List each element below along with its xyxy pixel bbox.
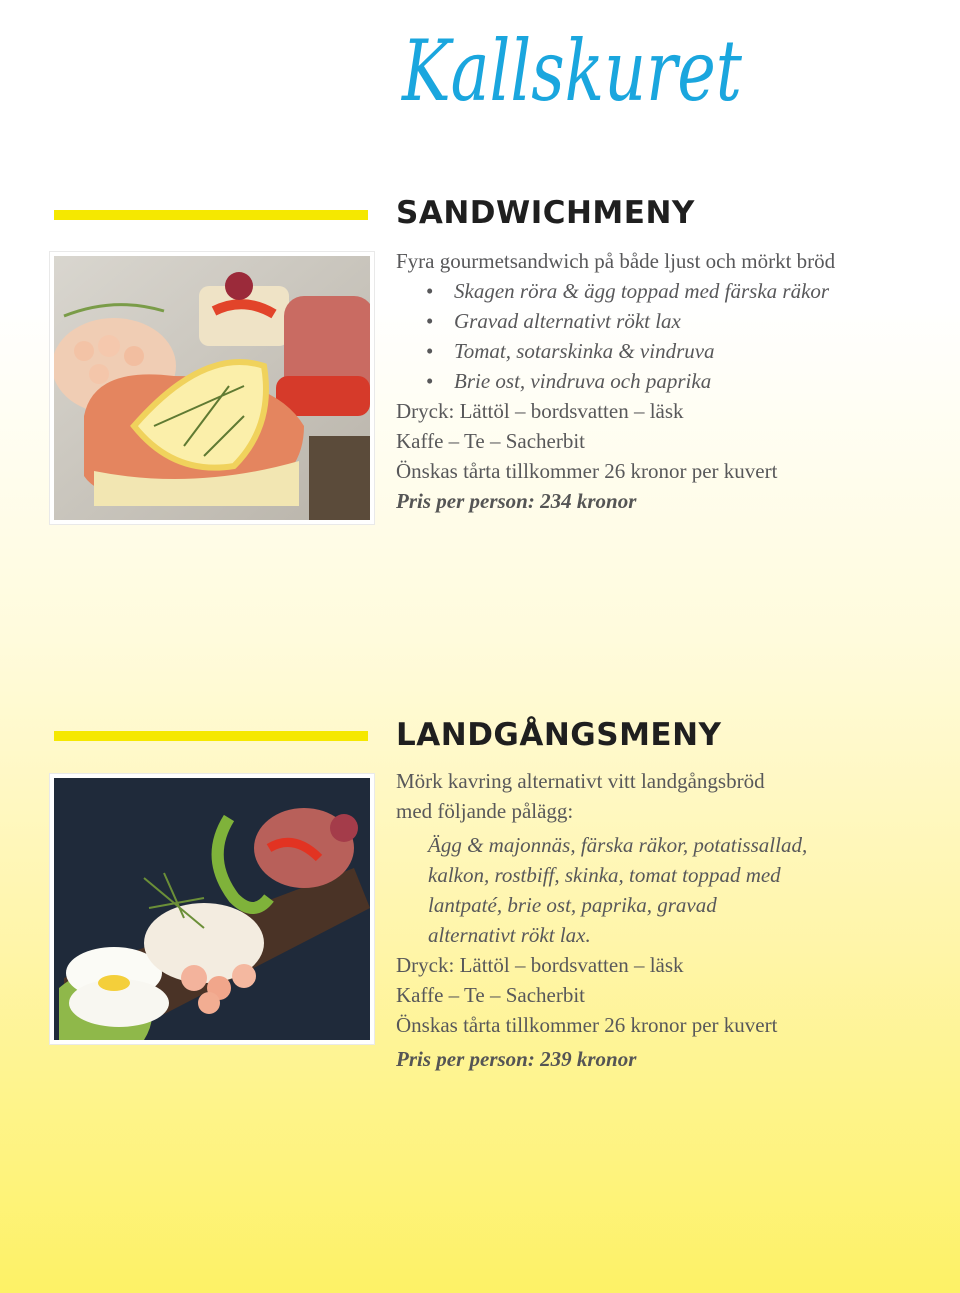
sandwich-item-list bbox=[396, 276, 835, 396]
section-divider-bar bbox=[54, 731, 368, 741]
landgang-topping-line: Ägg & majonnäs, färska räkor, potatissallad, bbox=[428, 833, 808, 857]
bullet-icon: • bbox=[426, 369, 434, 393]
sandwich-photo-image bbox=[54, 256, 370, 520]
sandwich-cake-note: Önskas tårta tillkommer 26 kronor per kuvert bbox=[396, 459, 778, 483]
sandwich-photo bbox=[50, 252, 374, 524]
bullet-icon: • bbox=[426, 279, 434, 303]
sandwich-text-block bbox=[396, 246, 835, 516]
list-item: • Skagen röra & ägg toppad med färska räkor bbox=[396, 276, 835, 306]
landgang-photo-image bbox=[54, 778, 370, 1040]
sandwich-drinks: Dryck: Lättöl – bordsvatten – läsk bbox=[396, 399, 684, 423]
landgang-coffee: Kaffe – Te – Sacherbit bbox=[396, 983, 586, 1007]
landgang-photo bbox=[50, 774, 374, 1044]
sandwich-price: Pris per person: 234 kronor bbox=[396, 489, 637, 513]
landgang-topping-line: lantpaté, brie ost, paprika, gravad bbox=[428, 893, 717, 917]
sandwich-heading: SANDWICHMENY bbox=[396, 195, 695, 231]
landgang-topping-line: alternativt rökt lax. bbox=[428, 923, 591, 947]
page-title bbox=[398, 8, 938, 118]
landgang-text-block bbox=[396, 766, 807, 1074]
landgang-heading: LANDGÅNGSMENY bbox=[396, 717, 722, 753]
landgang-topping-line: kalkon, rostbiff, skinka, tomat toppad med bbox=[428, 863, 781, 887]
title-text: Kallskuret bbox=[400, 22, 743, 118]
title-svg bbox=[398, 8, 938, 118]
bullet-icon: • bbox=[426, 339, 434, 363]
landgang-cake-note: Önskas tårta tillkommer 26 kronor per kuvert bbox=[396, 1013, 778, 1037]
landgang-price: Pris per person: 239 kronor bbox=[396, 1047, 637, 1071]
sandwich-intro: Fyra gourmetsandwich på både ljust och mörkt bröd bbox=[396, 249, 836, 273]
landgang-drinks: Dryck: Lättöl – bordsvatten – läsk bbox=[396, 953, 684, 977]
section-divider-bar bbox=[54, 210, 368, 220]
sandwich-coffee: Kaffe – Te – Sacherbit bbox=[396, 429, 586, 453]
list-item: • Gravad alternativt rökt lax bbox=[396, 306, 835, 336]
landgang-intro-line-2: med följande pålägg: bbox=[396, 799, 574, 823]
list-item: • Tomat, sotarskinka & vindruva bbox=[396, 336, 835, 366]
list-item: • Brie ost, vindruva och paprika bbox=[396, 366, 835, 396]
landgang-intro-line-1: Mörk kavring alternativt vitt landgångsbröd bbox=[396, 769, 765, 793]
bullet-icon: • bbox=[426, 309, 434, 333]
